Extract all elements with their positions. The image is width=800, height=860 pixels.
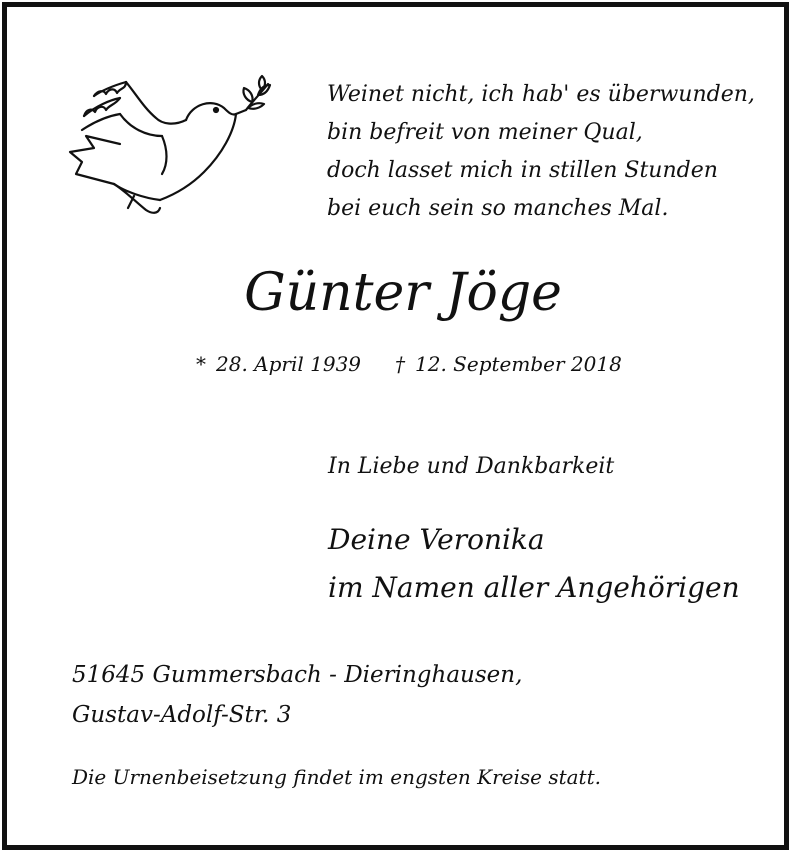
birth-date: 28. April 1939 [216,352,362,376]
verse-line: doch lasset mich in stillen Stunden [327,158,718,183]
address [72,655,522,735]
verse-line: bin befreit von meiner Qual, [327,120,643,145]
dove-with-olive-branch-icon [64,74,274,219]
death-date-group [395,349,622,379]
closing-phrase: In Liebe und Dankbarkeit [328,454,615,479]
burial-note: Die Urnenbeisetzung findet im engsten Kreise statt. [72,765,601,789]
death-cross-icon: † [395,352,405,376]
signature [328,516,740,612]
deceased-name: Günter Jöge [244,263,562,323]
signature-family: im Namen aller Angehörigen [328,571,740,604]
death-date: 12. September 2018 [415,352,622,376]
birth-star-icon: * [196,352,206,376]
verse [327,76,755,228]
verse-line: bei euch sein so manches Mal. [327,196,669,221]
signature-name: Deine Veronika [328,523,545,556]
address-street: Gustav-Adolf-Str. 3 [72,702,292,728]
address-city: 51645 Gummersbach - Dieringhausen, [72,662,523,688]
birth-date-group [196,349,361,379]
verse-line: Weinet nicht, ich hab' es überwunden, [327,82,755,107]
